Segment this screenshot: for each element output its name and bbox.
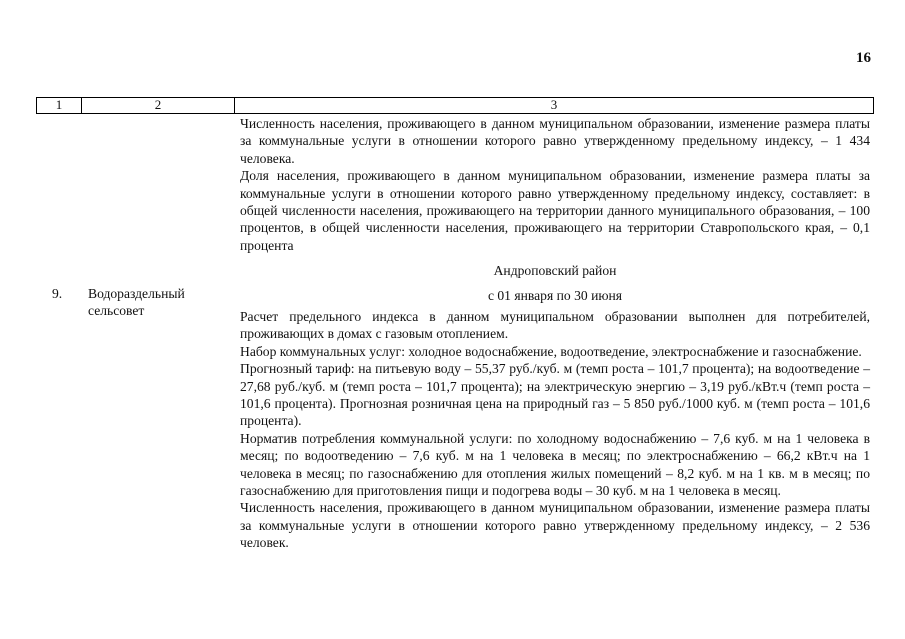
row-content	[240, 308, 870, 552]
table-header-row	[36, 97, 874, 114]
forecast-tariff-paragraph: Прогнозный тариф: на питьевую воду – 55,37 руб./куб. м (темп роста – 101,7 процента); на водоотведение – 27,68 руб./куб. м (темп роста – 101,7 процента); на электрическую энергию – 3,19 руб./кВт.ч (темп роста – 101,6 процента). Прогнозная розничная цена на природный газ – 5 850 руб./1000 куб. м (темп роста – 101,6 процента).	[240, 361, 870, 429]
population-share-paragraph: Доля населения, проживающего в данном муниципальном образовании, изменение размера платы за коммунальные услуги в отношении которого равно утвержденному предельному индексу, составляет: в общей численности населения, проживающего на территории данного муниципального образования, – 100 процентов, в общей численности населения, проживающего на территории Ставропольского края, – 0,1 процента	[240, 168, 870, 253]
period-heading: с 01 января по 30 июня	[487, 288, 623, 303]
consumption-norm-paragraph: Норматив потребления коммунальной услуги: по холодному водоснабжению – 7,6 куб. м на 1 человека в месяц; по водоотведению – 7,6 куб. м на 1 человека в месяц; по электроснабжению – 66,2 кВт.ч на 1 человека в месяц; по газоснабжению для отопления жилых помещений – 8,2 куб. м на 1 кв. м в месяц; по газоснабжению для приготовления пищи и подогрева воды – 30 куб. м на 1 человека в месяц.	[240, 430, 870, 499]
previous-row-continuation	[240, 115, 870, 254]
calculation-basis-paragraph: Расчет предельного индекса в данном муниципальном образовании выполнен для потребителей, проживающих в домах с газовым отоплением.	[240, 309, 870, 342]
row-number: 9.	[52, 286, 63, 301]
population-count-paragraph: Численность населения, проживающего в данном муниципальном образовании, изменение размера платы за коммунальные услуги в отношении которого равно утвержденному предельному индексу, – 1 434 человека.	[240, 116, 870, 166]
table-header-col-3: 3	[550, 97, 558, 112]
page-number: 16	[856, 50, 871, 66]
municipality-name: Водораздельный сельсовет	[88, 286, 185, 319]
table-header-col-1: 1	[37, 98, 82, 113]
population-count-paragraph: Численность населения, проживающего в данном муниципальном образовании, изменение размера платы за коммунальные услуги в отношении которого равно утвержденному предельному индексу, – 2 536 человек.	[240, 500, 870, 551]
district-title: Андроповский район	[493, 263, 617, 278]
services-set-paragraph: Набор коммунальных услуг: холодное водоснабжение, водоотведение, электроснабжение и газоснабжение.	[240, 343, 862, 359]
table-header-col-2: 2	[82, 98, 235, 113]
